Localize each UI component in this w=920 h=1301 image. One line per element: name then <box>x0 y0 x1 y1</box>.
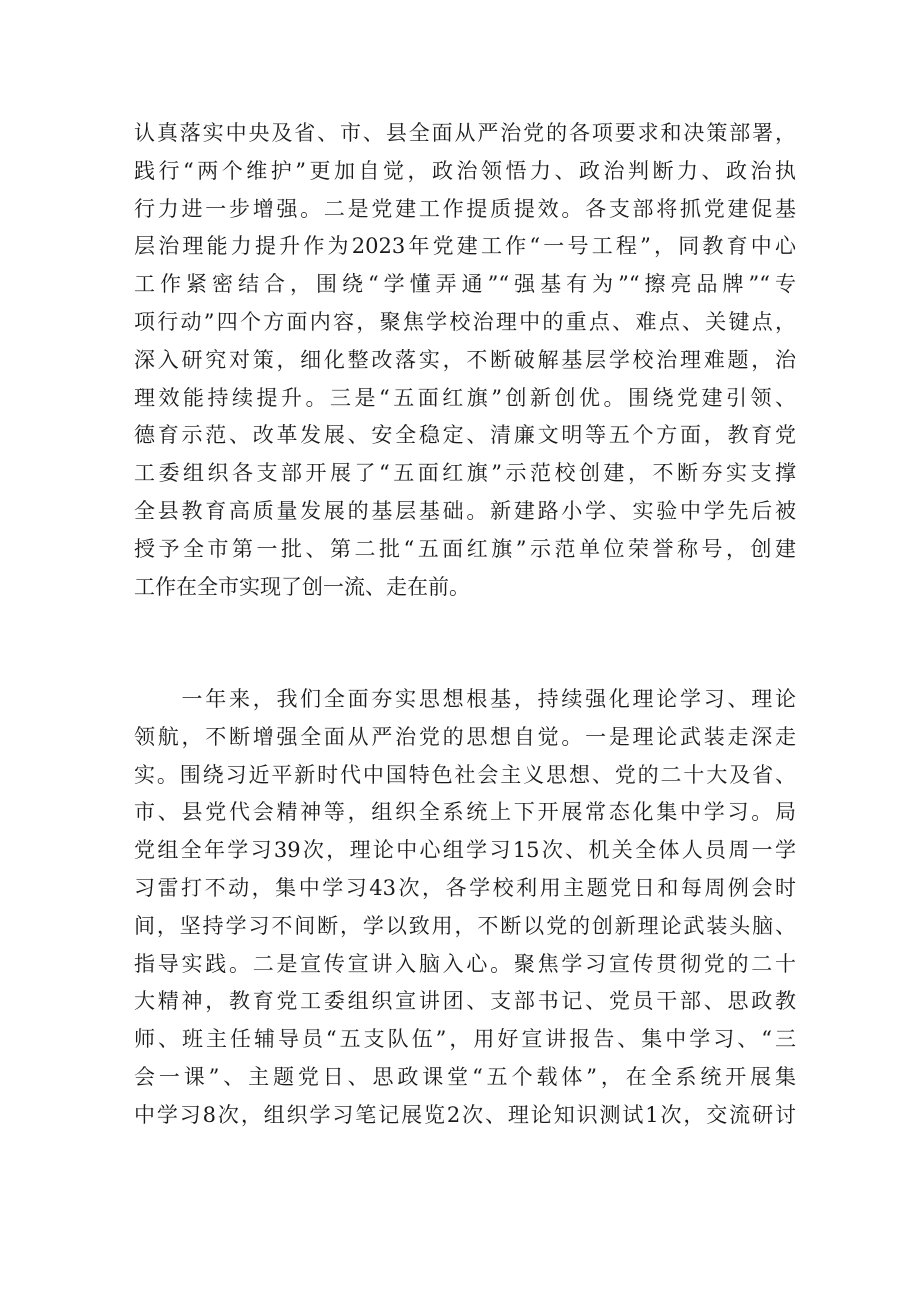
text-line: 工作在全市实现了创一流、走在前。 <box>134 574 470 599</box>
text-line: 项行动”四个方面内容，聚焦学校治理中的重点、难点、关键点， <box>134 309 796 334</box>
text-line: 市、县党代会精神等，组织全系统上下开展常态化集中学习。局 <box>134 800 796 825</box>
text-line: 德育示范、改革发展、安全稳定、清廉文明等五个方面，教育党 <box>134 423 796 448</box>
text-line: 工委组织各支部开展了“五面红旗”示范校创建，不断夯实支撑 <box>134 461 796 486</box>
text-line: 实。围绕习近平新时代中国特色社会主义思想、党的二十大及省、 <box>134 762 796 787</box>
text-line: 党组全年学习39次，理论中心组学习15次、机关全体人员周一学 <box>134 838 796 863</box>
paragraph-1 <box>134 115 796 606</box>
text-line: 全县教育高质量发展的基层基础。新建路小学、实验中学先后被 <box>134 498 796 523</box>
text-line: 会一课”、主题党日、思政课堂“五个载体”，在全系统开展集 <box>134 1064 796 1089</box>
text-line: 授予全市第一批、第二批“五面红旗”示范单位荣誉称号，创建 <box>134 536 796 561</box>
text-line: 深入研究对策，细化整改落实，不断破解基层学校治理难题，治 <box>134 347 796 372</box>
text-line: 理效能持续提升。三是“五面红旗”创新创优。围绕党建引领、 <box>134 385 796 410</box>
text-line: 层治理能力提升作为2023年党建工作“一号工程”，同教育中心 <box>134 234 796 259</box>
text-line: 师、班主任辅导员“五支队伍”，用好宣讲报告、集中学习、“三 <box>134 1027 796 1052</box>
text-line: 行力进一步增强。二是党建工作提质提效。各支部将抓党建促基 <box>134 196 796 221</box>
text-line: 践行“两个维护”更加自觉，政治领悟力、政治判断力、政治执 <box>134 158 796 183</box>
text-line: 大精神，教育党工委组织宣讲团、支部书记、党员干部、思政教 <box>134 989 796 1014</box>
text-line: 习雷打不动，集中学习43次，各学校利用主题党日和每周例会时 <box>134 875 796 900</box>
text-line: 领航，不断增强全面从严治党的思想自觉。一是理论武装走深走 <box>134 724 796 749</box>
text-line: 中学习8次，组织学习笔记展览2次、理论知识测试1次，交流研讨 <box>134 1102 796 1127</box>
text-line: 间，坚持学习不间断，学以致用，不断以党的创新理论武装头脑、 <box>134 913 796 938</box>
paragraph-2 <box>134 681 796 1135</box>
text-line: 认真落实中央及省、市、县全面从严治党的各项要求和决策部署， <box>134 121 796 145</box>
text-line: 指导实践。二是宣传宣讲入脑入心。聚焦学习宣传贯彻党的二十 <box>134 951 796 976</box>
text-line: 工作紧密结合，围绕“学懂弄通”“强基有为”“擦亮品牌”“专 <box>134 272 796 297</box>
text-line: 一年来，我们全面夯实思想根基，持续强化理论学习、理论 <box>134 687 796 711</box>
